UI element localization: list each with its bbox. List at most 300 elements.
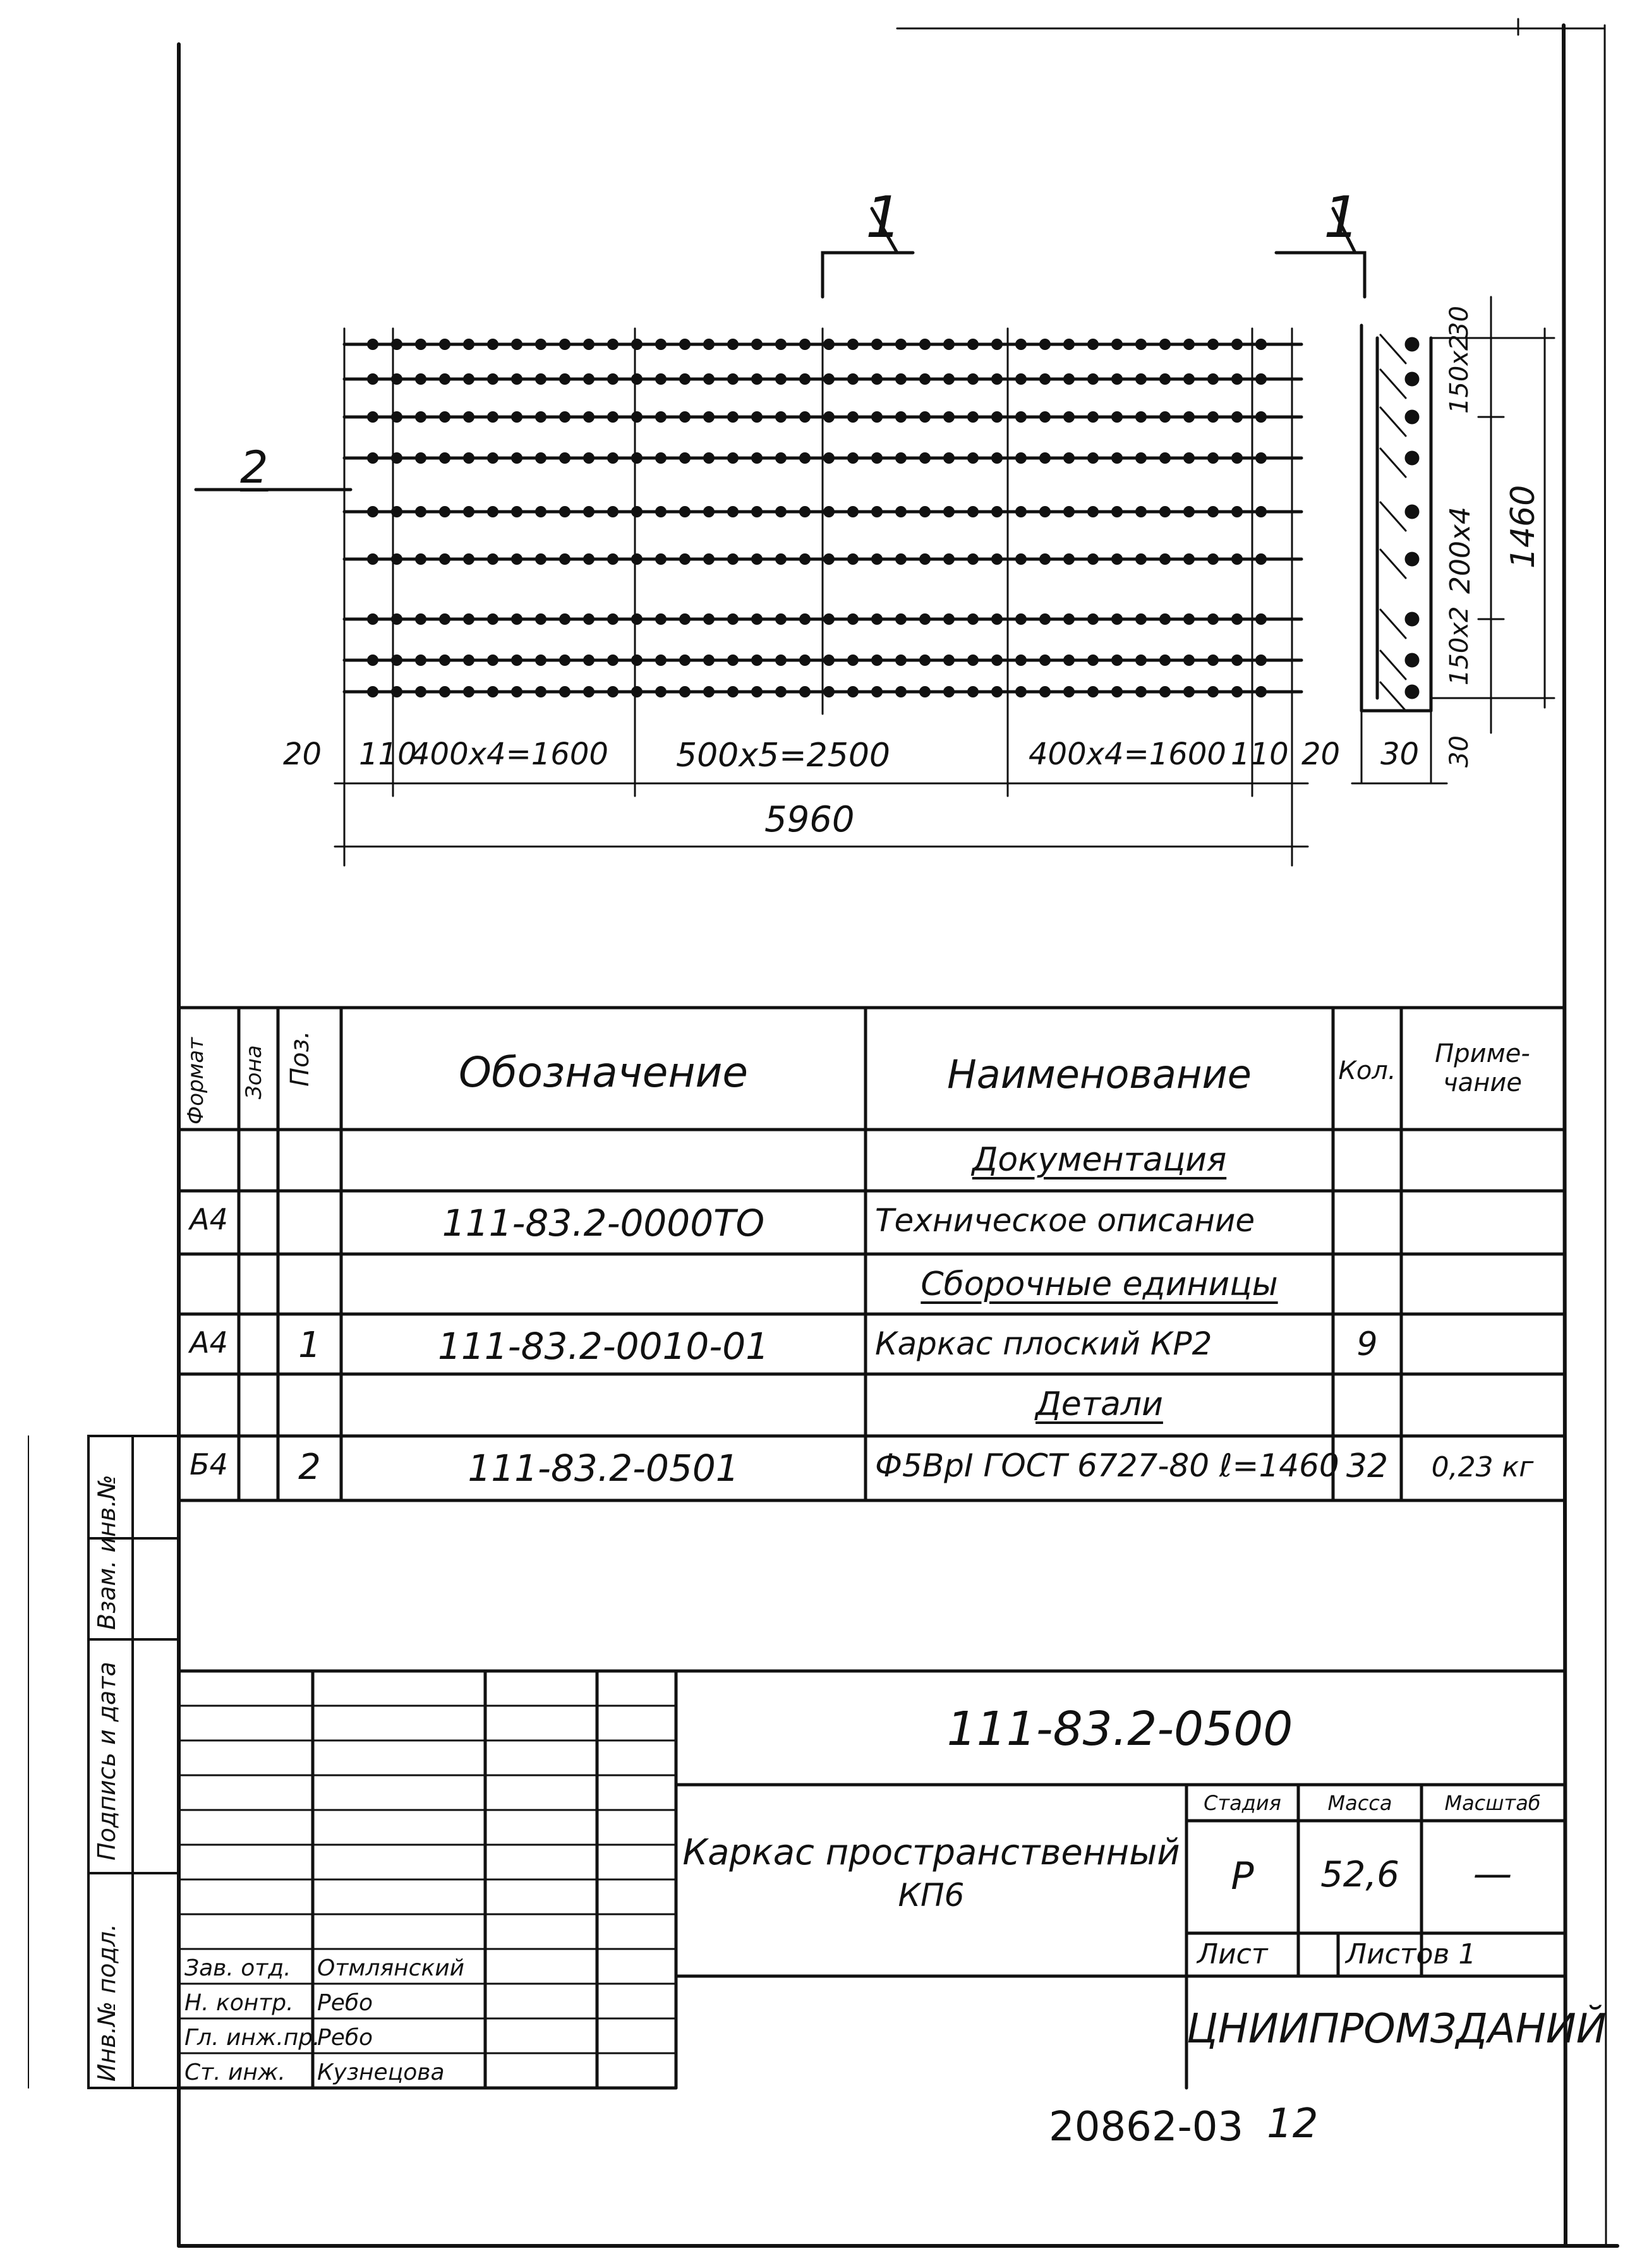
weld-point xyxy=(487,506,498,517)
weld-point xyxy=(583,686,595,697)
weld-point xyxy=(751,686,763,697)
weld-point xyxy=(751,613,763,625)
weld-point xyxy=(1255,686,1267,697)
weld-point xyxy=(847,613,859,625)
weld-point xyxy=(1135,613,1147,625)
weld-point xyxy=(391,613,402,625)
weld-point xyxy=(1255,613,1267,625)
weld-point xyxy=(655,553,667,565)
weld-point xyxy=(655,339,667,350)
weld-point xyxy=(727,339,739,350)
weld-point xyxy=(367,339,378,350)
weld-point xyxy=(727,686,739,697)
weld-point xyxy=(487,452,498,464)
weld-point xyxy=(775,373,787,385)
weld-point xyxy=(1159,452,1171,464)
weld-point xyxy=(823,553,835,565)
weld-point xyxy=(967,553,979,565)
weld-point xyxy=(391,654,402,666)
weld-point xyxy=(415,654,426,666)
weld-point xyxy=(1063,654,1075,666)
weld-point xyxy=(415,411,426,423)
weld-point xyxy=(463,339,474,350)
page-number: 12 xyxy=(1267,2101,1319,2147)
weld-point xyxy=(415,373,426,385)
weld-point xyxy=(439,553,450,565)
weld-point xyxy=(1063,373,1075,385)
weld-point xyxy=(871,339,883,350)
weld-point xyxy=(703,506,715,517)
section-bar-point xyxy=(1406,553,1418,565)
weld-point xyxy=(679,553,691,565)
weld-point xyxy=(703,654,715,666)
weld-point xyxy=(703,452,715,464)
weld-point xyxy=(871,686,883,697)
sheets-label: Листов 1 xyxy=(1346,1938,1476,1970)
weld-point xyxy=(1039,506,1051,517)
weld-point xyxy=(1207,339,1219,350)
weld-point xyxy=(1207,373,1219,385)
weld-point xyxy=(1039,452,1051,464)
weld-point xyxy=(871,613,883,625)
weld-point xyxy=(991,373,1003,385)
weld-point xyxy=(463,411,474,423)
weld-point xyxy=(655,654,667,666)
weld-point xyxy=(751,553,763,565)
weld-point xyxy=(751,452,763,464)
weld-point xyxy=(535,452,546,464)
weld-point xyxy=(631,686,643,697)
weld-point xyxy=(535,553,546,565)
weld-point xyxy=(823,506,835,517)
header-pos: Поз. xyxy=(286,1030,315,1087)
weld-point xyxy=(871,373,883,385)
weld-point xyxy=(511,373,522,385)
dim-seg3: 400x4=1600 xyxy=(1029,737,1226,772)
weld-point xyxy=(1039,411,1051,423)
weld-point xyxy=(1159,613,1171,625)
weld-point xyxy=(487,411,498,423)
weld-point xyxy=(607,452,619,464)
stamp-vzam-inv: Взам. инв.№ xyxy=(93,1475,121,1630)
weld-point xyxy=(679,506,691,517)
weld-point xyxy=(1183,411,1195,423)
weld-point xyxy=(1255,452,1267,464)
weld-point xyxy=(607,506,619,517)
weld-point xyxy=(1231,686,1243,697)
weld-point xyxy=(535,411,546,423)
weld-point xyxy=(775,686,787,697)
mesh-transverse-lines xyxy=(344,329,1292,714)
weld-point xyxy=(679,613,691,625)
weld-point xyxy=(1255,411,1267,423)
weld-point xyxy=(991,613,1003,625)
weld-point xyxy=(391,506,402,517)
weld-point xyxy=(1039,339,1051,350)
weld-point xyxy=(1063,506,1075,517)
row-name: Документация xyxy=(972,1141,1227,1179)
signature-name: Отмлянский xyxy=(317,1955,464,1981)
weld-point xyxy=(847,373,859,385)
row-name: Детали xyxy=(1035,1385,1163,1423)
weld-point xyxy=(847,686,859,697)
weld-point xyxy=(1111,373,1123,385)
weld-point xyxy=(415,506,426,517)
weld-point xyxy=(1063,686,1075,697)
weld-point xyxy=(1111,452,1123,464)
stamp-inv-no-podl: Инв.№ подл. xyxy=(93,1923,121,2082)
row-pos: 1 xyxy=(298,1325,321,1366)
weld-point xyxy=(1183,613,1195,625)
weld-point xyxy=(463,553,474,565)
weld-point xyxy=(1135,553,1147,565)
weld-point xyxy=(367,553,378,565)
weld-point xyxy=(1111,654,1123,666)
weld-point xyxy=(367,506,378,517)
weld-point xyxy=(1135,686,1147,697)
weld-point xyxy=(823,686,835,697)
weld-point xyxy=(559,411,570,423)
weld-point xyxy=(799,339,811,350)
weld-point xyxy=(559,553,570,565)
organization: ЦНИИПРОМЗДАНИЙ xyxy=(1186,2006,1607,2053)
weld-point xyxy=(751,373,763,385)
weld-point xyxy=(1063,553,1075,565)
weld-point xyxy=(943,613,955,625)
section-label-left: 1 xyxy=(866,184,902,251)
weld-point xyxy=(1231,613,1243,625)
weld-point xyxy=(775,613,787,625)
weld-point xyxy=(775,411,787,423)
weld-point xyxy=(1111,613,1123,625)
weld-point xyxy=(655,411,667,423)
weld-point xyxy=(703,411,715,423)
weld-point xyxy=(1111,506,1123,517)
frame-right-line xyxy=(1564,25,1566,2246)
weld-point xyxy=(439,373,450,385)
weld-point xyxy=(1159,654,1171,666)
weld-point xyxy=(847,553,859,565)
drawing-number: 20862-03 xyxy=(1049,2104,1244,2150)
weld-point xyxy=(871,452,883,464)
weld-point xyxy=(847,654,859,666)
row-name: Техническое описание xyxy=(875,1202,1255,1239)
row-qty: 32 xyxy=(1346,1447,1389,1485)
weld-point xyxy=(607,654,619,666)
weld-point xyxy=(1015,373,1027,385)
weld-point xyxy=(775,654,787,666)
weld-point xyxy=(1135,373,1147,385)
row-designation: 111-83.2-0010-01 xyxy=(437,1325,770,1368)
weld-point xyxy=(439,411,450,423)
weld-point xyxy=(967,339,979,350)
weld-point xyxy=(1039,654,1051,666)
weld-point xyxy=(1231,506,1243,517)
mass-value: 52,6 xyxy=(1320,1854,1399,1895)
section-bar-mark xyxy=(1380,610,1406,638)
weld-point xyxy=(727,373,739,385)
weld-point xyxy=(799,686,811,697)
weld-point xyxy=(1015,452,1027,464)
row-format: А4 xyxy=(190,1202,228,1236)
weld-point xyxy=(631,373,643,385)
weld-point xyxy=(1159,686,1171,697)
weld-point xyxy=(439,613,450,625)
section-bar-point xyxy=(1406,411,1418,423)
weld-point xyxy=(439,506,450,517)
position-2-callout: 2 xyxy=(240,442,269,493)
weld-point xyxy=(1159,373,1171,385)
weld-point xyxy=(1063,452,1075,464)
header-designation: Обозначение xyxy=(459,1048,748,1097)
weld-point xyxy=(679,686,691,697)
signature-role: Ст. инж. xyxy=(184,2060,286,2085)
section-bar-mark xyxy=(1380,449,1406,477)
weld-point xyxy=(367,373,378,385)
weld-point xyxy=(391,553,402,565)
weld-point xyxy=(1039,613,1051,625)
weld-point xyxy=(583,613,595,625)
section-bar-mark xyxy=(1380,651,1406,679)
weld-point xyxy=(391,339,402,350)
weld-point xyxy=(463,613,474,625)
weld-point xyxy=(511,506,522,517)
weld-point xyxy=(1087,373,1099,385)
dim-section-200: 200x4 xyxy=(1444,506,1476,594)
weld-point xyxy=(631,613,643,625)
section-bar-point xyxy=(1406,613,1418,625)
weld-point xyxy=(847,452,859,464)
section-bar-point xyxy=(1406,452,1418,464)
weld-point xyxy=(463,654,474,666)
weld-point xyxy=(847,411,859,423)
weld-point xyxy=(799,506,811,517)
weld-point xyxy=(559,506,570,517)
weld-point xyxy=(1207,411,1219,423)
weld-point xyxy=(703,686,715,697)
stage-label: Стадия xyxy=(1204,1791,1281,1815)
weld-point xyxy=(655,452,667,464)
dim-seg1: 400x4=1600 xyxy=(411,737,608,772)
weld-point xyxy=(727,654,739,666)
weld-point xyxy=(583,506,595,517)
dim-section-150-bottom: 150x2 xyxy=(1445,606,1474,685)
weld-point xyxy=(1015,553,1027,565)
weld-point xyxy=(1231,339,1243,350)
weld-point xyxy=(943,506,955,517)
section-cut-marks xyxy=(823,208,1365,297)
weld-point xyxy=(1111,686,1123,697)
weld-point xyxy=(631,339,643,350)
section-bar-mark xyxy=(1380,550,1406,578)
dim-end-left: 20 xyxy=(283,737,322,772)
weld-point xyxy=(703,553,715,565)
weld-point xyxy=(1087,506,1099,517)
weld-point xyxy=(1135,452,1147,464)
weld-point xyxy=(751,506,763,517)
signature-role: Гл. инж.пр. xyxy=(184,2025,320,2051)
weld-point xyxy=(1039,373,1051,385)
weld-point xyxy=(655,506,667,517)
weld-point xyxy=(703,373,715,385)
weld-point xyxy=(967,654,979,666)
weld-point xyxy=(1015,339,1027,350)
mass-label: Масса xyxy=(1327,1791,1392,1815)
weld-point xyxy=(1111,411,1123,423)
weld-point xyxy=(439,452,450,464)
weld-point xyxy=(463,506,474,517)
weld-point xyxy=(655,373,667,385)
weld-point xyxy=(799,613,811,625)
row-pos: 2 xyxy=(298,1447,321,1488)
weld-point xyxy=(679,411,691,423)
weld-point xyxy=(967,613,979,625)
weld-point xyxy=(679,452,691,464)
weld-point xyxy=(943,411,955,423)
header-note: Приме- чание xyxy=(1435,1039,1530,1097)
weld-point xyxy=(1207,553,1219,565)
weld-point xyxy=(631,553,643,565)
weld-point xyxy=(631,411,643,423)
weld-point xyxy=(607,686,619,697)
weld-point xyxy=(1183,339,1195,350)
weld-point xyxy=(727,452,739,464)
weld-point xyxy=(1255,654,1267,666)
doc-title: Каркас пространственный xyxy=(682,1832,1180,1873)
weld-point xyxy=(559,686,570,697)
weld-point xyxy=(511,452,522,464)
section-bar-point xyxy=(1406,505,1418,518)
weld-point xyxy=(463,686,474,697)
weld-point xyxy=(1255,339,1267,350)
weld-point xyxy=(895,613,907,625)
weld-point xyxy=(1015,686,1027,697)
dim-section-width: 30 xyxy=(1380,737,1420,772)
section-bar-mark xyxy=(1380,335,1406,363)
weld-point xyxy=(583,373,595,385)
signature-name: Ребо xyxy=(317,1990,373,2016)
weld-point xyxy=(943,373,955,385)
weld-point xyxy=(727,553,739,565)
header-name: Наименование xyxy=(947,1051,1252,1097)
weld-point xyxy=(1207,506,1219,517)
row-format: Б4 xyxy=(190,1447,228,1481)
weld-point xyxy=(919,339,931,350)
weld-point xyxy=(439,654,450,666)
weld-point xyxy=(895,339,907,350)
weld-point xyxy=(1255,506,1267,517)
weld-point xyxy=(487,373,498,385)
weld-point xyxy=(895,411,907,423)
weld-point xyxy=(535,613,546,625)
weld-point xyxy=(559,339,570,350)
weld-point xyxy=(511,613,522,625)
weld-point xyxy=(919,613,931,625)
cross-section-view xyxy=(1361,325,1431,711)
weld-point xyxy=(847,506,859,517)
weld-point xyxy=(1015,411,1027,423)
weld-point xyxy=(823,373,835,385)
weld-point xyxy=(823,339,835,350)
weld-point xyxy=(1159,553,1171,565)
weld-point xyxy=(1183,553,1195,565)
section-bar-mark xyxy=(1380,407,1406,436)
weld-point xyxy=(919,452,931,464)
weld-point xyxy=(559,654,570,666)
row-qty: 9 xyxy=(1356,1325,1378,1363)
weld-point xyxy=(895,373,907,385)
weld-point xyxy=(919,411,931,423)
cross-section-bars xyxy=(1380,335,1418,711)
weld-point xyxy=(1015,613,1027,625)
weld-point xyxy=(871,654,883,666)
weld-point xyxy=(1063,411,1075,423)
weld-point xyxy=(535,373,546,385)
weld-point xyxy=(919,506,931,517)
weld-point xyxy=(751,339,763,350)
weld-point xyxy=(487,339,498,350)
weld-point xyxy=(1183,452,1195,464)
weld-point xyxy=(1231,452,1243,464)
row-name: Ф5ВрI ГОСТ 6727-80 ℓ=1460 xyxy=(875,1447,1339,1484)
section-bar-mark xyxy=(1380,682,1406,711)
weld-point xyxy=(1063,339,1075,350)
stage-value: Р xyxy=(1231,1854,1254,1898)
weld-point xyxy=(1087,553,1099,565)
signature-role: Зав. отд. xyxy=(184,1955,291,1981)
weld-point xyxy=(1231,553,1243,565)
dim-section-150-top: 150x2 xyxy=(1445,334,1474,414)
weld-point xyxy=(511,654,522,666)
weld-point xyxy=(703,613,715,625)
weld-point xyxy=(535,339,546,350)
weld-point xyxy=(559,373,570,385)
weld-point xyxy=(823,411,835,423)
weld-point xyxy=(1183,373,1195,385)
weld-point xyxy=(607,553,619,565)
weld-point xyxy=(367,411,378,423)
section-label-right: 1 xyxy=(1324,184,1360,251)
weld-point xyxy=(823,452,835,464)
section-bar-point xyxy=(1406,338,1418,351)
weld-point xyxy=(727,613,739,625)
weld-point xyxy=(751,654,763,666)
dim-end-right: 20 xyxy=(1301,737,1341,772)
weld-point xyxy=(1135,506,1147,517)
weld-point xyxy=(991,411,1003,423)
weld-point xyxy=(415,553,426,565)
weld-point xyxy=(775,506,787,517)
weld-point xyxy=(1111,553,1123,565)
weld-point xyxy=(1087,339,1099,350)
weld-point xyxy=(943,686,955,697)
weld-point xyxy=(631,654,643,666)
weld-point xyxy=(919,654,931,666)
dim-edge-right: 110 xyxy=(1231,737,1289,772)
weld-point xyxy=(535,686,546,697)
weld-point xyxy=(583,553,595,565)
weld-point xyxy=(511,339,522,350)
weld-point xyxy=(487,613,498,625)
signature-name: Кузнецова xyxy=(317,2060,445,2085)
weld-point xyxy=(1087,686,1099,697)
weld-point xyxy=(415,339,426,350)
weld-point xyxy=(919,686,931,697)
dim-section-total: 1460 xyxy=(1504,485,1542,569)
weld-point xyxy=(367,686,378,697)
weld-point xyxy=(583,654,595,666)
weld-point xyxy=(607,613,619,625)
